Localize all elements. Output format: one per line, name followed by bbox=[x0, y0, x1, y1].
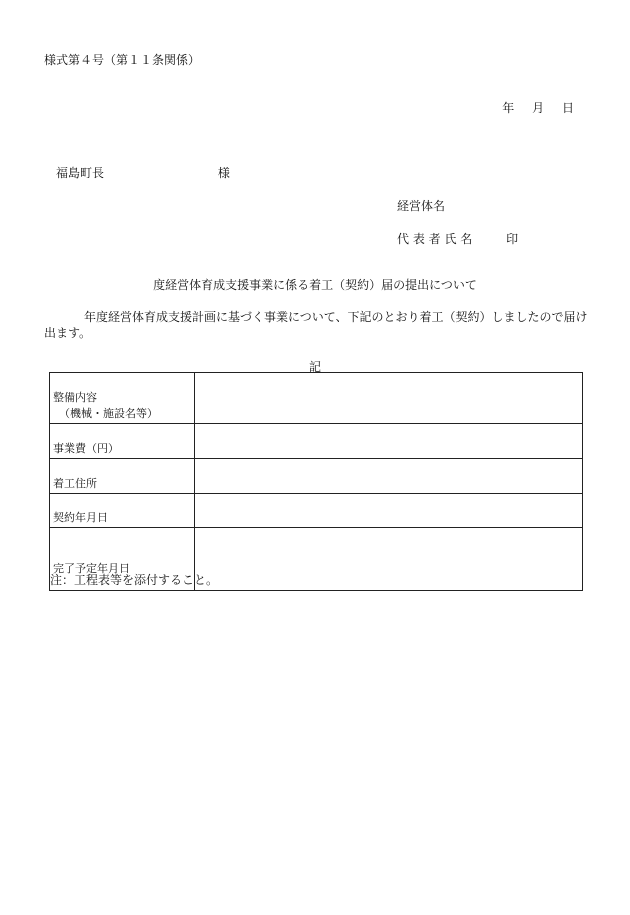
representative-line bbox=[397, 230, 518, 247]
row-value-cell[interactable] bbox=[195, 459, 583, 494]
addressee-name: 福島町長 bbox=[56, 166, 105, 180]
detail-table bbox=[49, 372, 583, 591]
body-text: 年度経営体育成支援計画に基づく事業について、下記のとおり着工（契約）しましたので届け出ます。 bbox=[44, 310, 588, 340]
row-label-cell bbox=[50, 373, 195, 424]
org-name-label: 経営体名 bbox=[397, 199, 446, 213]
footnote: 注：工程表等を添付すること。 bbox=[50, 573, 219, 587]
row-label: 完了予定年月日 bbox=[50, 528, 195, 591]
table-row bbox=[50, 424, 583, 459]
form-number: 様式第４号（第１１条関係） bbox=[44, 53, 201, 67]
row-value-cell[interactable] bbox=[195, 373, 583, 424]
table-row bbox=[50, 373, 583, 424]
addressee-honorific: 様 bbox=[217, 166, 230, 180]
row-value-cell[interactable] bbox=[195, 424, 583, 459]
row-value-cell[interactable] bbox=[195, 528, 583, 591]
row-label: 契約年月日 bbox=[50, 494, 195, 528]
date-line bbox=[492, 99, 574, 116]
table-row bbox=[50, 459, 583, 494]
row-label: 事業費（円） bbox=[50, 424, 195, 459]
row-label: 着工住所 bbox=[50, 459, 195, 494]
row-sub-label: （機械・施設名等） bbox=[59, 407, 158, 420]
seal-label: 印 bbox=[506, 232, 519, 246]
date-year-label: 年 bbox=[502, 101, 515, 115]
row-label: 整備内容 bbox=[53, 391, 97, 404]
representative-label: 代 表 者 氏 名 bbox=[397, 232, 473, 246]
row-value-cell[interactable] bbox=[195, 494, 583, 528]
ki-heading: 記 bbox=[308, 360, 321, 374]
table-row bbox=[50, 494, 583, 528]
addressee bbox=[56, 164, 230, 181]
document-title: 度経営体育成支援事業に係る着工（契約）届の提出について bbox=[153, 278, 477, 292]
date-month-label: 月 bbox=[532, 101, 545, 115]
date-day-label: 日 bbox=[561, 101, 574, 115]
